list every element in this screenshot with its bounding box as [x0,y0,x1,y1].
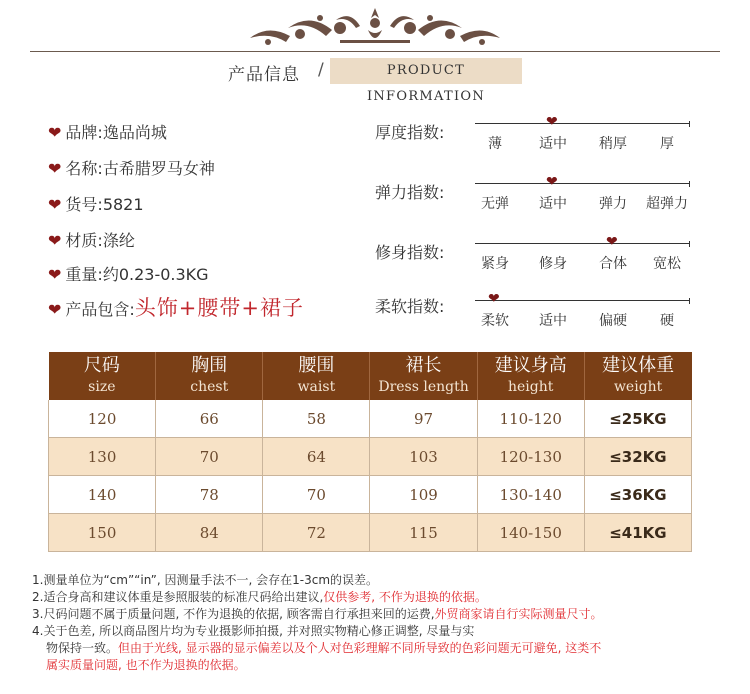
note-warning: 仅供参考, 不作为退换的依据。 [323,590,487,604]
scale-option: 适中 [539,196,567,212]
scale-option: 薄 [488,136,502,152]
heart-icon: ❤ [48,195,62,214]
scale-option: 厚 [660,136,674,152]
heart-icon: ❤ [48,300,62,319]
info-value: 古希腊罗马女神 [102,159,215,178]
scale-option: 修身 [539,256,567,272]
header-en: size [88,379,116,395]
note-text: 4.关于色差, 所以商品图片均为专业摄影师拍摄, 并对照实物精心修正调整, 尽量与实 [32,624,475,638]
cell-weight: ≤36KG [584,476,691,514]
scale-option: 宽松 [653,256,681,272]
info-material [48,228,135,251]
scale-option: 无弹 [481,196,509,212]
cell-dress-length: 103 [370,438,477,476]
info-brand [48,120,167,143]
scale-option: 弹力 [599,196,627,212]
heart-icon: ❤ [48,123,62,142]
header-dress-length [370,352,477,400]
scale-option: 稍厚 [599,136,627,152]
cell-waist: 72 [263,514,370,552]
scale-option: 适中 [539,136,567,152]
scale-option: 紧身 [481,256,509,272]
cell-dress-length: 109 [370,476,477,514]
scale-option: 柔软 [481,313,509,329]
scale-end-tick [689,181,690,187]
header-weight [584,352,691,400]
cell-size: 150 [49,514,156,552]
info-label: 名称: [65,159,103,178]
note-text: 物保持一致。 [46,641,119,655]
header-cn: 裙长 [405,355,442,376]
cell-dress-length: 97 [370,400,477,438]
cell-size: 130 [49,438,156,476]
scale-line [475,123,690,124]
scale-end-tick [689,121,690,127]
note-text: 1.测量单位为“cm”“in”, 因测量手法不一, 会存在1-3cm的误差。 [32,573,379,587]
note-text: 2.适合身高和建议体重是参照服装的标准尺码给出建议, [32,590,324,604]
cell-chest: 78 [156,476,263,514]
scale-option: 硬 [660,313,674,329]
section-title-cn: 产品信息 [228,65,300,85]
cell-chest: 84 [156,514,263,552]
index-label-thickness: 厚度指数: [375,123,445,142]
note-4-cont [32,640,737,657]
header-cn: 胸围 [191,355,228,376]
cell-weight: ≤25KG [584,400,691,438]
header-height [477,352,584,400]
note-2 [32,589,737,606]
heart-icon: ❤ [48,231,62,250]
scale-line [475,300,690,301]
cell-size: 120 [49,400,156,438]
cell-weight: ≤32KG [584,438,691,476]
note-text: 3.尺码问题不属于质量问题, 不作为退换的依据, 顾客需自行承担来回的运费, [32,607,435,621]
scale-option: 合体 [599,256,627,272]
note-warning: 属实质量问题, 也不作为退换的依据。 [46,658,246,672]
heart-marker-icon: ❤ [488,291,500,307]
scale-option: 适中 [539,313,567,329]
scale-option: 超弹力 [646,196,688,212]
info-value: 5821 [102,195,144,214]
info-name [48,156,215,179]
cell-height: 130-140 [477,476,584,514]
cell-height: 110-120 [477,400,584,438]
info-label: 材质: [65,231,103,250]
info-label: 产品包含: [65,300,135,319]
heart-marker-icon: ❤ [606,234,618,250]
info-label: 品牌: [65,123,103,142]
note-4 [32,623,737,640]
index-label-elasticity: 弹力指数: [375,183,445,202]
header-en: height [508,379,554,395]
header-divider [30,51,720,52]
header-en: weight [613,379,663,395]
cell-chest: 66 [156,400,263,438]
scale-line [475,243,690,244]
size-table [48,352,692,552]
table-row [49,438,692,476]
info-value: 约0.23-0.3KG [102,265,209,284]
title-separator: / [318,60,324,80]
header-cn: 建议身高 [494,355,567,376]
notes [32,572,737,674]
info-label: 货号: [65,195,103,214]
section-title-en: PRODUCT INFORMATION [330,58,522,84]
cell-height: 140-150 [477,514,584,552]
info-label: 重量: [65,265,103,284]
note-4-end [32,657,737,674]
header-chest [156,352,263,400]
header-size [49,352,156,400]
cell-waist: 58 [263,400,370,438]
info-value: 涤纶 [102,231,135,250]
cell-weight: ≤41KG [584,514,691,552]
header-cn: 腰围 [298,355,335,376]
cell-waist: 70 [263,476,370,514]
size-table-header [49,352,692,400]
cell-size: 140 [49,476,156,514]
header-waist [263,352,370,400]
heart-icon: ❤ [48,265,62,284]
header-en: Dress length [378,379,469,395]
header-cn: 尺码 [83,355,120,376]
info-package [48,292,304,322]
note-3 [32,606,737,623]
cell-dress-length: 115 [370,514,477,552]
info-item-number [48,192,144,215]
header-en: chest [190,379,229,395]
table-row [49,400,692,438]
info-weight [48,262,209,285]
table-row [49,514,692,552]
note-1 [32,572,737,589]
scale-end-tick [689,241,690,247]
scale-option: 偏硬 [599,313,627,329]
decorative-flourish [240,6,510,48]
cell-height: 120-130 [477,438,584,476]
note-warning: 外贸商家请自行实际测量尺寸。 [434,607,603,621]
scale-line [475,183,690,184]
table-row [49,476,692,514]
index-label-fit: 修身指数: [375,243,445,262]
scale-end-tick [689,298,690,304]
header-en: waist [297,379,336,395]
heart-marker-icon: ❤ [546,114,558,130]
note-warning: 但由于光线, 显示器的显示偏差以及个人对色彩理解不同所导致的色彩问题无可避免, 这类不 [118,641,602,655]
header-cn: 建议体重 [602,355,675,376]
cell-waist: 64 [263,438,370,476]
heart-icon: ❤ [48,159,62,178]
heart-marker-icon: ❤ [546,174,558,190]
info-value-highlight: 头饰+腰带+裙子 [134,296,305,320]
cell-chest: 70 [156,438,263,476]
index-label-softness: 柔软指数: [375,297,445,316]
info-value: 逸品尚城 [102,123,167,142]
